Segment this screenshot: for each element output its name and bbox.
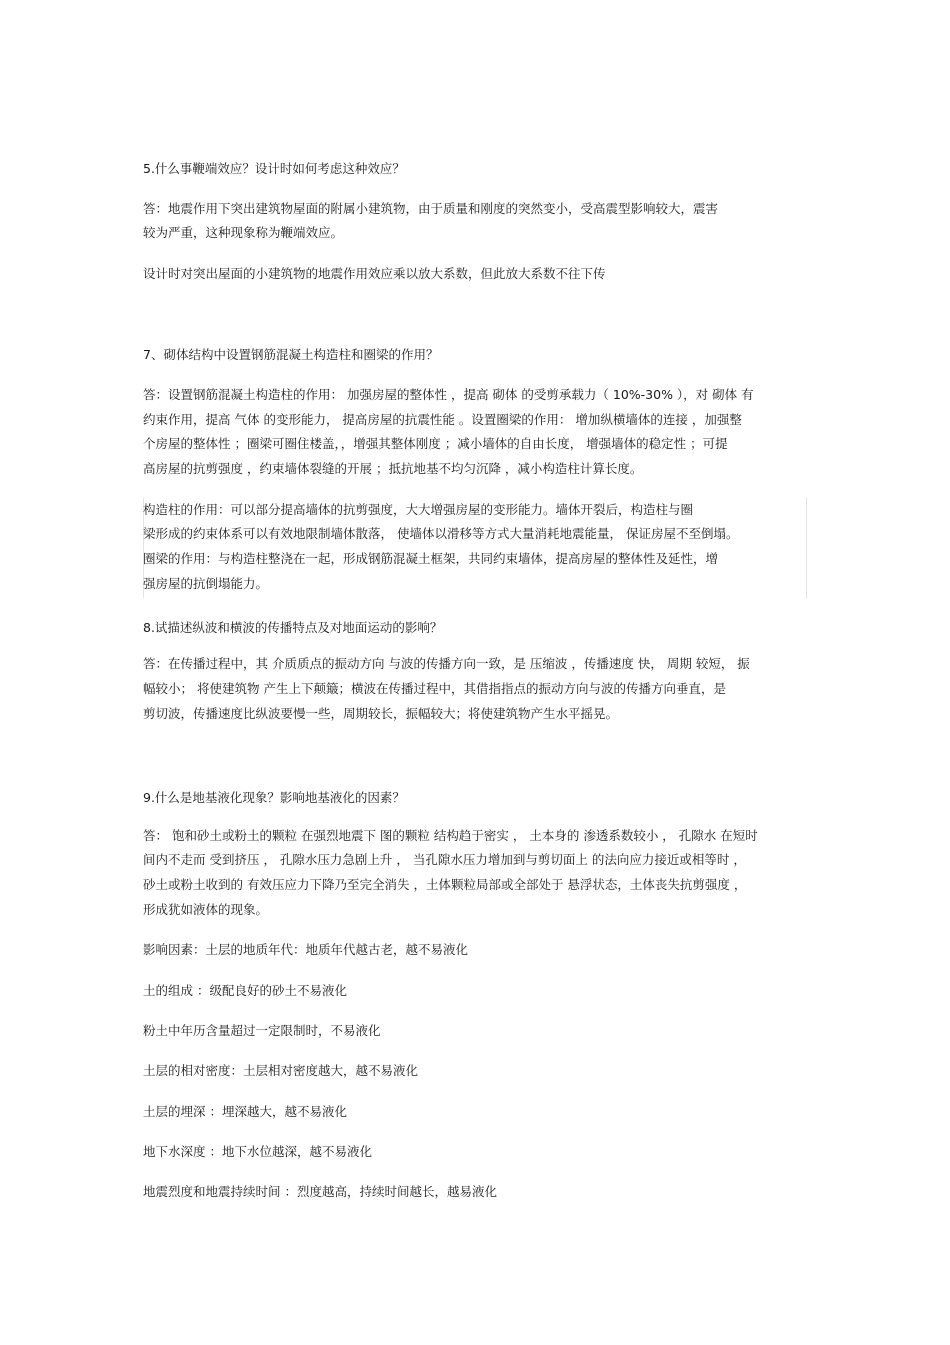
question-5-answer-line: 较为严重，这种现象称为鞭端效应。 — [143, 225, 344, 240]
quote-block-line: 圈梁的作用：与构造柱整浇在一起，形成钢筋混凝土框架，共同约束墙体，提高房屋的整体性及延性，增 — [143, 551, 719, 566]
question-9-answer-line: 砂土或粉土收到的 有效压应力下降乃至完全消失 ，土体颗粒局部或全部处于 悬浮状态，土体丧失抗剪强度 ， — [143, 877, 747, 892]
quote-block-line: 构造柱的作用：可以部分提高墙体的抗剪强度，大大增强房屋的变形能力。墙体开裂后，构造柱与圈 — [143, 502, 694, 517]
question-5-title: 5.什么事鞭端效应？设计时如何考虑这种效应？ — [143, 161, 405, 176]
question-9-answer-line: 间内不走而 受到挤压 ， 孔隙水压力急剧上升 ， 当孔隙水压力增加到与剪切面上 的法向应力接近或相等时 ， — [143, 852, 746, 867]
question-8-title: 8.试描述纵波和横波的传播特点及对地面运动的影响？ — [143, 620, 443, 635]
question-9-answer-line: 答： 饱和砂土或粉土的颗粒 在强烈地震下 图的颗粒 结构趋于密实 ， 土本身的 渗透系数较小 ， 孔隙水 在短时 — [143, 828, 758, 843]
question-9-answer-line: 形成犹如液体的现象。 — [143, 902, 269, 917]
question-8-answer-line: 幅较小； 将使建筑物 产生上下颠簸；横波在传播过程中，其借指指点的振动方向与波的传播方向垂直，是 — [143, 681, 726, 696]
factor-item: 土的组成 ：级配良好的砂土不易液化 — [143, 983, 347, 998]
question-8-answer-line: 剪切波，传播速度比纵波要慢一些，周期较长，振幅较大；将使建筑物产生水平摇晃。 — [143, 706, 619, 721]
question-7-answer-line: 答：设置钢筋混凝土构造柱的作用： 加强房屋的整体性 ，提高 砌体 的受剪承载力（ 10%-30% ），对 砌体 有 — [143, 387, 754, 402]
question-7-answer-line: 个房屋的整体性 ；圈梁可圈住楼盖，，增强其整体刚度 ；减小墙体的自由长度， 增强墙体的稳定性 ；可提 — [143, 436, 728, 451]
factor-item: 影响因素：土层的地质年代：地质年代越古老，越不易液化 — [143, 942, 469, 957]
question-9-title: 9.什么是地基液化现象？影响地基液化的因素？ — [143, 790, 405, 805]
factor-item: 地震烈度和地震持续时间 ：烈度越高，持续时间越长，越易液化 — [143, 1184, 497, 1199]
question-7-title: 7、砌体结构中设置钢筋混凝土构造柱和圈梁的作用？ — [143, 347, 439, 362]
question-5-design-note: 设计时对突出屋面的小建筑物的地震作用效应乘以放大系数，但此放大系数不往下传 — [143, 266, 606, 281]
quote-block-line: 梁形成的约束体系可以有效地限制墙体散落， 使墙体以滑移等方式大量消耗地震能量， 保证房屋不至倒塌。 — [143, 526, 739, 541]
question-5-answer-line: 答：地震作用下突出建筑物屋面的附属小建筑物，由于质量和刚度的突然变小，受高震型影响较大，震害 — [143, 201, 719, 216]
factor-item: 粉土中年历含量超过一定限制时，不易液化 — [143, 1023, 381, 1038]
quote-block-line: 强房屋的抗倒塌能力。 — [143, 576, 269, 591]
factor-item: 土层的埋深 ：埋深越大，越不易液化 — [143, 1104, 347, 1119]
question-7-answer-line: 约束作用，提高 气体 的变形能力， 提高房屋的抗震性能 。设置圈梁的作用： 增加纵横墙体的连接 ，加强整 — [143, 412, 742, 427]
factor-item: 土层的相对密度：土层相对密度越大，越不易液化 — [143, 1063, 419, 1078]
factor-item: 地下水深度 ：地下水位越深，越不易液化 — [143, 1144, 372, 1159]
question-7-answer-line: 高房屋的抗剪强度 ，约束墙体裂缝的开展 ；抵抗地基不均匀沉降 ，减小构造柱计算长度。 — [143, 461, 643, 476]
question-8-answer-line: 答：在传播过程中，其 介质质点的振动方向 与波的传播方向一致，是 压缩波 ，传播速度 快， 周期 较短， 振 — [143, 656, 750, 671]
